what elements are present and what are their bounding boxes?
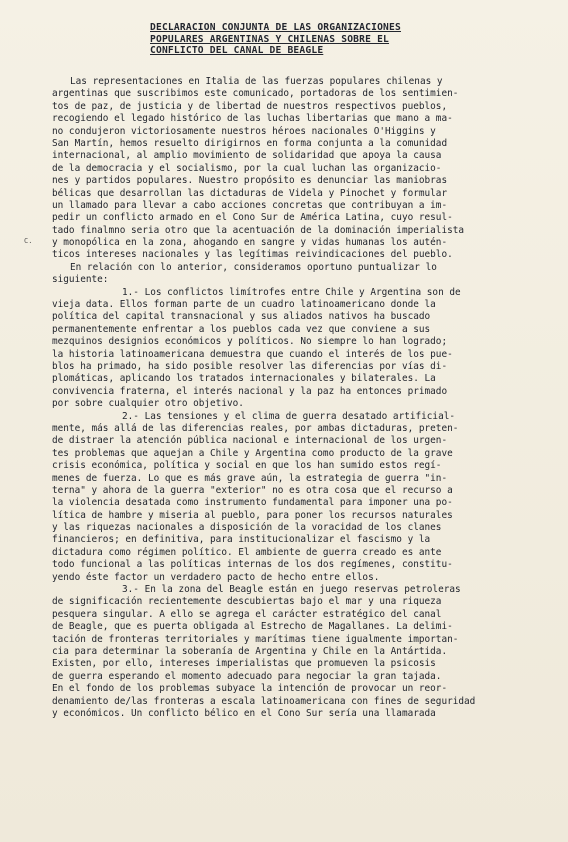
- body-line: no condujeron victoriosamente nuestros héroes nacionales O'Higgins y: [52, 125, 436, 137]
- body-line: nes y partidos populares. Nuestro propósito es denunciar las maniobras: [52, 175, 448, 187]
- body-line: 3.- En la zona del Beagle están en juego reservas petroleras: [122, 584, 461, 596]
- body-line: cia para determinar la soberanía de Argentina y Chile en la Antártida.: [52, 645, 448, 657]
- body-line: y las riquezas nacionales a disposición de la voracidad de los clanes: [52, 522, 442, 534]
- body-line: de la democracia y el socialismo, por la cual luchan las organizacio-: [52, 162, 442, 174]
- body-line: crisis económica, política y social en que los han sumido estos regí-: [52, 460, 442, 472]
- body-line: En el fondo de los problemas subyace la intención de provocar un reor-: [52, 683, 448, 695]
- body-line: pesquera singular. A ello se agrega el carácter estratégico del canal: [52, 608, 442, 620]
- body-line: recogiendo el legado histórico de las luchas libertarias que mano a ma-: [52, 113, 453, 125]
- body-line: Existen, por ello, intereses imperialistas que promueven la psicosis: [52, 658, 436, 670]
- body-line: un llamado para llevar a cabo acciones concretas que contribuyan a im-: [52, 199, 448, 211]
- body-line: de Beagle, que es puerta obligada al Estrecho de Magallanes. La delimi-: [52, 621, 453, 633]
- body-line: dictadura como régimen político. El ambiente de guerra creado es ante: [52, 546, 442, 558]
- body-line: argentinas que suscribimos este comunicado, portadoras de los sentimien-: [52, 88, 459, 100]
- body-line: yendo éste factor un verdadero pacto de hecho entre ellos.: [52, 571, 380, 583]
- body-line: y económicos. Un conflicto bélico en el Cono Sur sería una llamarada: [52, 707, 436, 719]
- body-line: Las representaciones en Italia de las fuerzas populares chilenas y: [70, 76, 443, 87]
- body-line: San Martín, hemos resuelto dirigirnos en forma conjunta a la comunidad: [52, 137, 448, 149]
- body-line: política del capital transnacional y sus aliados nativos ha buscado: [52, 311, 431, 323]
- body-line: bélicas que desarrollan las dictaduras de Videla y Pinochet y formular: [52, 187, 448, 199]
- margin-annotation: C.: [24, 237, 33, 245]
- body-line: 2.- Las tensiones y el clima de guerra desatado artificial-: [122, 410, 456, 422]
- body-line: todo funcional a las políticas internas de los dos regímenes, constitu-: [52, 559, 453, 571]
- body-line: vieja data. Ellos forman parte de un cuadro latinoamericano donde la: [52, 299, 436, 311]
- body-line: la historia latinoamericana demuestra que cuando el interés de los pue-: [52, 348, 453, 360]
- title-line: CONFLICTO DEL CANAL DE BEAGLE: [150, 45, 324, 56]
- body-line: mezquinos designios económicos y políticos. No siempre lo han logrado;: [52, 336, 448, 348]
- body-line: tado finalmno seria otro que la acentuación de la dominación imperialista: [52, 224, 465, 236]
- body-line: lítica de hambre y miseria al pueblo, para poner los recursos naturales: [52, 509, 453, 521]
- body-line: la violencia desatada como instrumento fundamental para imponer una po-: [52, 497, 453, 509]
- body-line: siguiente:: [52, 274, 109, 286]
- body-line: de distraer la atención pública nacional e internacional de los urgen-: [52, 435, 448, 447]
- body-line: 1.- Los conflictos limítrofes entre Chile y Argentina son de: [122, 286, 461, 298]
- body-line: convivencia fraterna, el interés nacional y la paz ha entonces primado: [52, 385, 448, 397]
- body-line: terna" y ahora de la guerra "exterior" no es otra cosa que el recurso a: [52, 484, 453, 496]
- title-line: POPULARES ARGENTINAS Y CHILENAS SOBRE EL: [150, 33, 390, 45]
- title-line: DECLARACION CONJUNTA DE LAS ORGANIZACIONES: [150, 22, 401, 33]
- body-line: menes de fuerza. Lo que es más grave aún, la estrategia de guerra "in-: [52, 472, 448, 484]
- body-line: plomáticas, aplicando los tratados internacionales y bilaterales. La: [52, 373, 436, 385]
- document-title: [150, 22, 450, 57]
- body-line: tes problemas que aquejan a Chile y Argentina como producto de la grave: [52, 447, 453, 459]
- body-line: pedir un conflicto armado en el Cono Sur de América Latina, cuyo resul-: [52, 212, 453, 224]
- body-line: denamiento de/las fronteras a escala latinoamericana con fines de seguridad: [52, 695, 476, 707]
- body-line: En relación con lo anterior, consideramos oportuno puntualizar lo: [70, 261, 437, 273]
- body-line: internacional, al amplio movimiento de solidaridad que apoya la causa: [52, 150, 442, 162]
- body-line: ticos intereses nacionales y las legítimas reivindicaciones del pueblo.: [52, 249, 453, 261]
- body-line: de significación recientemente descubiertas bajo el mar y una riqueza: [52, 596, 442, 608]
- body-line: de guerra esperando el momento adecuado para negociar la gran tajada.: [52, 670, 442, 682]
- document-body: [52, 76, 522, 720]
- body-line: y monopólica en la zona, ahogando en sangre y vidas humanas los autén-: [52, 237, 448, 249]
- body-line: tación de fronteras territoriales y marítimas tiene igualmente importan-: [52, 633, 459, 645]
- body-line: tos de paz, de justicia y de libertad de nuestros respectivos pueblos,: [52, 100, 448, 112]
- body-line: por sobre cualquier otro objetivo.: [52, 398, 244, 410]
- body-line: permanentemente enfrentar a los pueblos cada vez que conviene a sus: [52, 323, 431, 335]
- body-line: blos ha primado, ha sido posible resolver las diferencias por vías di-: [52, 360, 448, 372]
- body-line: financieros; en definitiva, para institucionalizar el fascismo y la: [52, 534, 431, 546]
- body-line: mente, más allá de las diferencias reales, por ambas dictaduras, preten-: [52, 422, 459, 434]
